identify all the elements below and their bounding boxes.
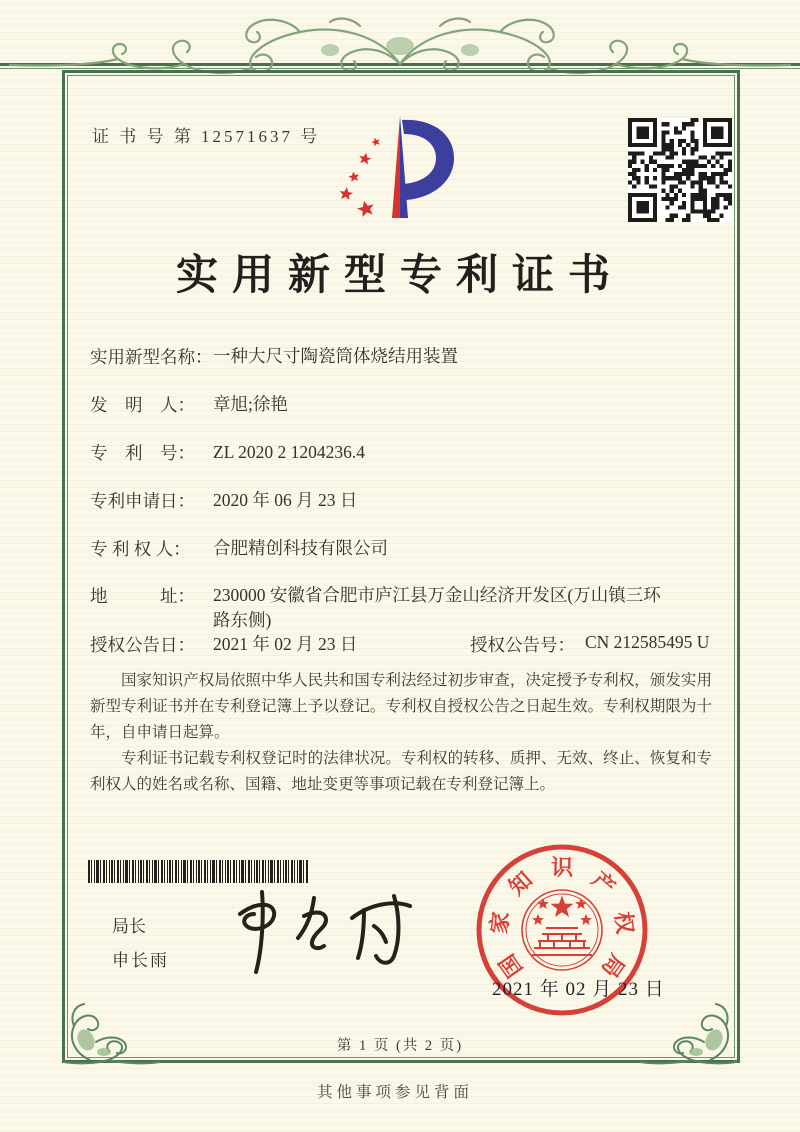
cnipa-logo-icon xyxy=(332,114,468,226)
field-label: 发 明 人： xyxy=(90,395,195,415)
signature-shen-changyu xyxy=(218,888,418,980)
field-value-grant-no: CN 212585495 U xyxy=(585,632,710,652)
field-value: 2021 年 02 月 23 日 xyxy=(213,634,358,654)
field-value: 2020 年 06 月 23 日 xyxy=(213,490,358,510)
back-note: 其他事项参见背面 xyxy=(316,1084,473,1101)
legal-paragraph-2: 专利证书记载专利权登记时的法律状况。专利权的转移、质押、无效、终止、恢复和专利权人的姓名或名称、国籍、地址变更等事项记载在专利登记簿上。 xyxy=(90,750,712,793)
legal-text xyxy=(90,668,712,798)
field-value: 合肥精创科技有限公司 xyxy=(213,538,388,558)
field-value: 230000 安徽省合肥市庐江县万金山经济开发区(万山镇三环路东侧) xyxy=(213,585,661,630)
svg-text:局: 局 xyxy=(596,949,630,983)
qr-code xyxy=(628,118,732,222)
page-number: 第 1 页 (共 2 页) xyxy=(336,1038,464,1054)
legal-paragraph-1: 国家知识产权局依照中华人民共和国专利法经过初步审查，决定授予专利权，颁发实用新型专利证书并在专利登记簿上予以登记。专利权自授权公告之日起生效。专利权期限为十年，自申请日起算。 xyxy=(90,672,712,741)
svg-text:国: 国 xyxy=(494,949,528,983)
certificate-number: 证 书 号 第 12571637 号 xyxy=(92,127,321,146)
field-label: 地 址： xyxy=(90,586,195,606)
bottom-left-corner-ornament xyxy=(56,1002,166,1074)
seal-date: 2021 年 02 月 23 日 xyxy=(492,979,665,1000)
svg-text:知: 知 xyxy=(503,866,537,900)
field-label: 专 利 权 人： xyxy=(90,539,191,559)
field-value: 一种大尺寸陶瓷筒体烧结用装置 xyxy=(213,346,458,366)
field-label-grant-no: 授权公告号： xyxy=(470,635,575,655)
signer-name: 申长雨 xyxy=(112,951,169,970)
barcode xyxy=(88,860,312,883)
field-value: 章旭;徐艳 xyxy=(213,394,288,414)
signer-role: 局长 xyxy=(112,917,146,936)
field-label: 专利申请日： xyxy=(90,491,195,511)
svg-text:识: 识 xyxy=(550,855,574,880)
svg-text:权: 权 xyxy=(610,910,638,936)
field-label: 专 利 号： xyxy=(90,443,195,463)
svg-text:产: 产 xyxy=(587,866,621,900)
svg-text:家: 家 xyxy=(486,910,514,936)
bottom-right-corner-ornament xyxy=(634,1002,744,1074)
field-label: 实用新型名称： xyxy=(90,347,213,367)
field-label: 授权公告日： xyxy=(90,635,195,655)
field-value: ZL 2020 2 1204236.4 xyxy=(213,442,365,462)
certificate-title: 实用新型专利证书 xyxy=(175,253,624,299)
